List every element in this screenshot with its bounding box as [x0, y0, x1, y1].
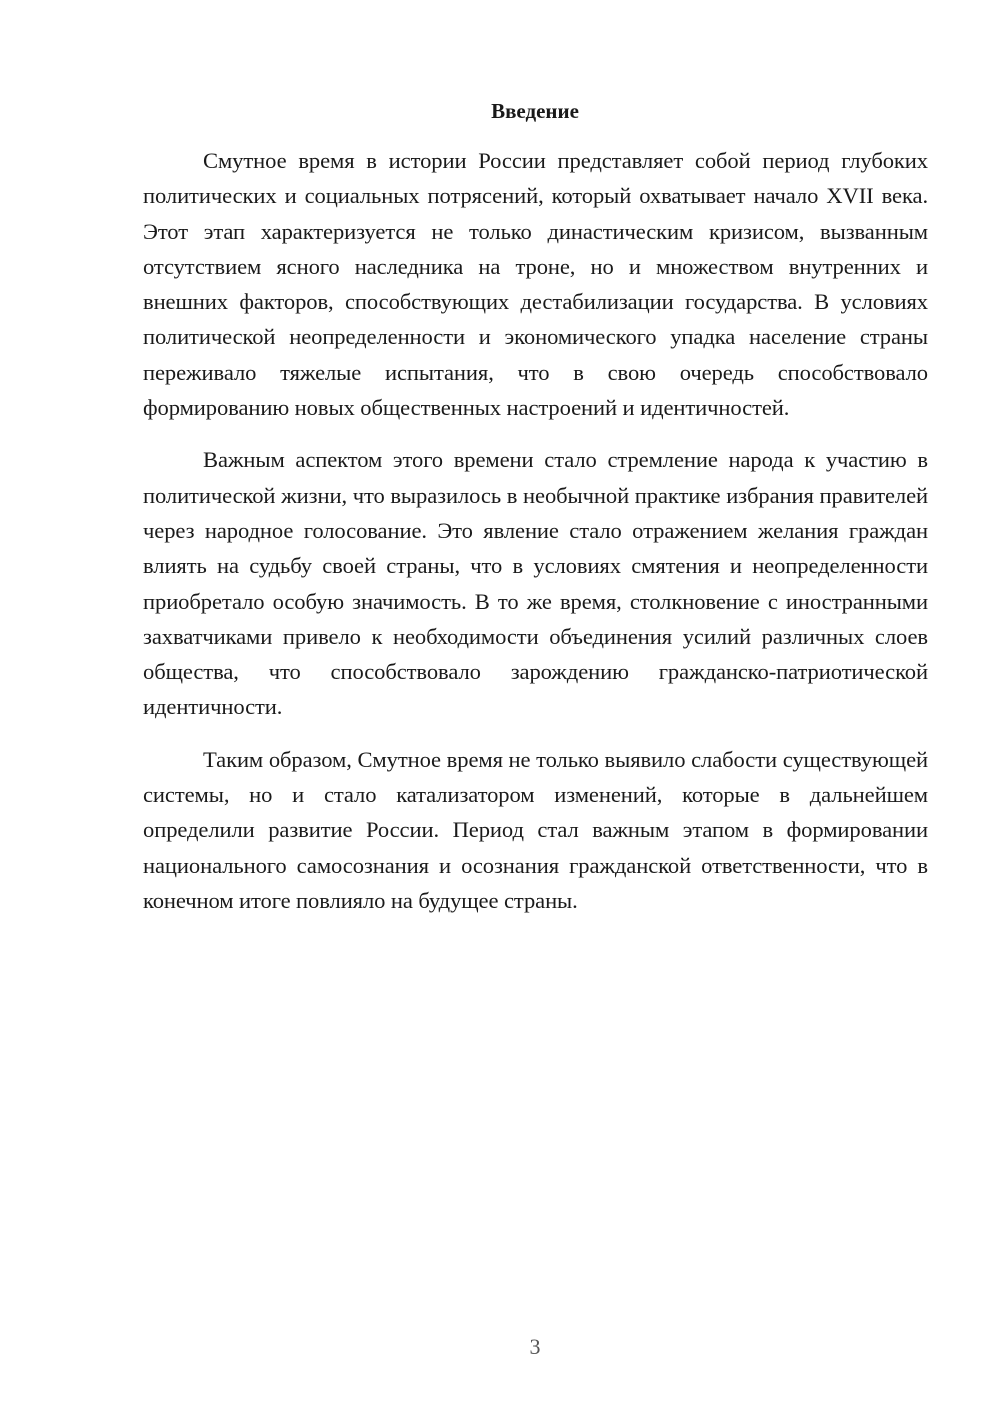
page-title: Введение — [491, 99, 579, 123]
page-number: 3 — [529, 1334, 541, 1359]
document-body — [143, 143, 928, 935]
paragraph-2: Важным аспектом этого времени стало стремление народа к участию в политической жизни, что выразилось в необычной практике избрания правителей через народное голосование. Это явление стало отражением желания граждан влиять на судьбу своей страны, что в условиях смятения и неопределенности приобретало особую значимость. В то же время, столкновение с иностранными захватчиками привело к необходимости объединения усилий различных слоев общества, что способствовало зарождению гражданско-патриотической идентичности. — [143, 447, 928, 720]
paragraph-3: Таким образом, Смутное время не только выявило слабости существующей системы, но и стало катализатором изменений, которые в дальнейшем определили развитие России. Период стал важным этапом в формировании национального самосознания и осознания гражданской ответственности, что в конечном итоге повлияло на будущее страны. — [143, 746, 928, 913]
paragraph-1: Смутное время в истории России представляет собой период глубоких политических и социальных потрясений, который охватывает начало XVII века. Этот этап характеризуется не только династическим кризисом, вызванным отсутствием ясного наследника на троне, но и множеством внутренних и внешних факторов, способствующих дестабилизации государства. В условиях политической неопределенности и экономического упадка население страны переживало тяжелые испытания, что в свою очередь способствовало формированию новых общественных настроений и идентичностей. — [143, 148, 928, 421]
